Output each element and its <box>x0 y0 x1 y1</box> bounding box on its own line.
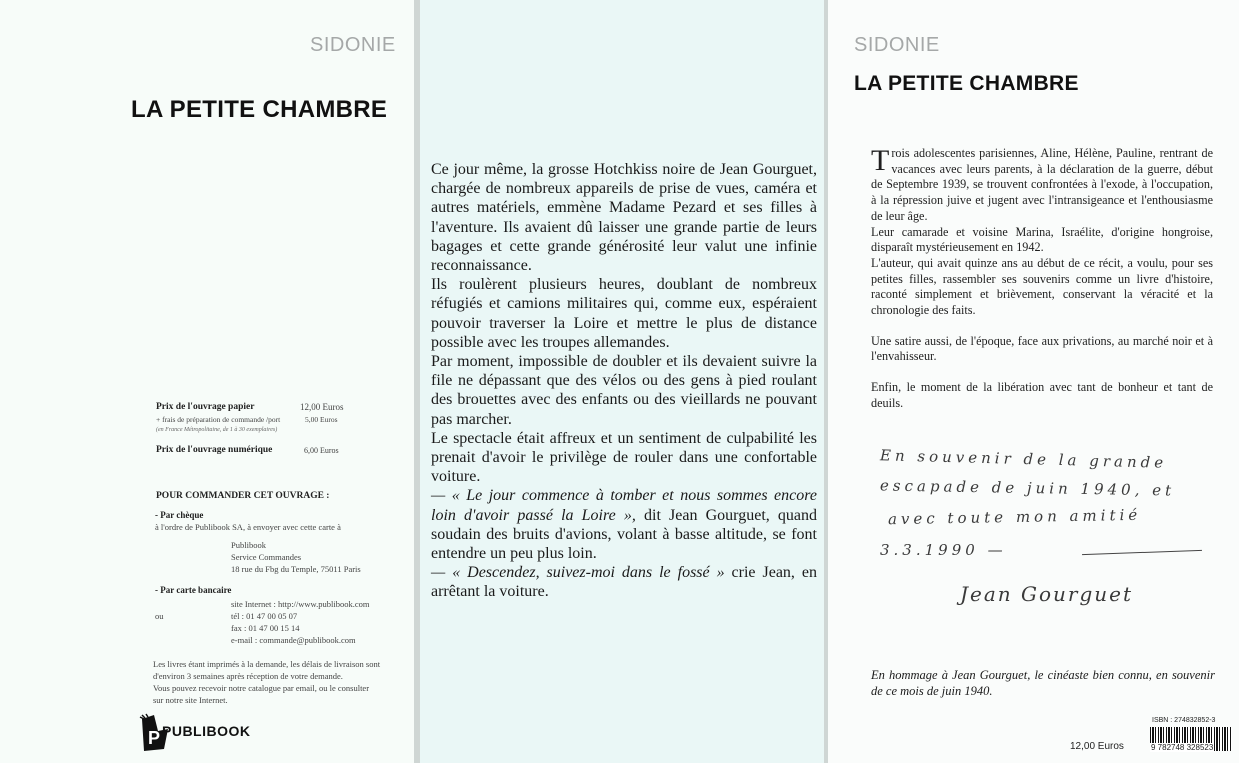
phone: tél : 01 47 00 05 07 <box>231 611 298 621</box>
dropcap: T <box>871 144 890 177</box>
story-quote-2 <box>431 563 817 601</box>
cheque-label: - Par chèque <box>155 510 204 520</box>
site-url: site Internet : http://www.publibook.com <box>231 599 370 609</box>
quote-1-rest: dit Jean Gourguet, quand soudain des bruits d'avions, volant à basse altitude, se font entendre un peu plus loin. <box>431 506 817 563</box>
right-author: SIDONIE <box>854 34 940 56</box>
synopsis-paragraph-5: Enfin, le moment de la libération avec tant de bonheur et tant de deuils. <box>871 380 1213 410</box>
hommage-text: En hommage à Jean Gourguet, le cinéaste bien connu, en souvenir de ce mois de juin 1940. <box>871 668 1215 698</box>
address-line-1: Publibook <box>231 540 266 550</box>
order-heading: POUR COMMANDER CET OUVRAGE : <box>156 491 330 501</box>
story-paragraph: Le spectacle était affreux et un sentiment de culpabilité les prenait d'avoir le privilège de rouler dans une confortable voiture. <box>431 429 817 486</box>
email: e-mail : commande@publibook.com <box>231 635 356 645</box>
quote-2-italic: — « Descendez, suivez-moi dans le fossé » <box>431 564 725 582</box>
dedication-line-2: escapade de juin 1940, et <box>879 476 1176 500</box>
publibook-logo-text: PUBLIBOOK <box>162 723 251 739</box>
barcode-number: 9 782748 328523 <box>1151 743 1214 752</box>
shipping-note: (en France Métropolitaine, de 1 à 30 exemplaires) <box>156 427 278 433</box>
address-line-2: Service Commandes <box>231 552 302 562</box>
delivery-note-3: Vous pouvez recevoir notre catalogue par email, ou le consulter <box>153 683 370 693</box>
isbn-text: ISBN : 274832852-3 <box>1152 717 1216 724</box>
svg-text:P: P <box>148 728 161 748</box>
cover-price: 12,00 Euros <box>1070 741 1124 752</box>
address-line-3: 18 rue du Fbg du Temple, 75011 Paris <box>231 564 361 574</box>
fax: fax : 01 47 00 15 14 <box>231 623 300 633</box>
dedication-date: 3.3.1990 — <box>880 541 1007 559</box>
dedication-line-1: En souvenir de la grande <box>879 446 1168 472</box>
shipping-value: 5,00 Euros <box>305 415 338 424</box>
price-paper-label: Prix de l'ouvrage papier <box>156 402 255 412</box>
shipping-label: + frais de préparation de commande /port <box>156 415 281 424</box>
card-label: - Par carte bancaire <box>155 585 232 595</box>
cheque-text: à l'ordre de Publibook SA, à envoyer avec cette carte à <box>155 522 341 532</box>
story-paragraph: Ils roulèrent plusieurs heures, doublant de nombreux réfugiés et camions militaires qui, comme eux, espéraient pouvoir traverser la Loire et mettre le plus de distance possible avec les troupes allemandes. <box>431 276 817 351</box>
synopsis-paragraph-1 <box>871 146 1213 225</box>
delivery-note-4: sur notre site Internet. <box>153 695 228 705</box>
story-paragraph: Ce jour même, la grosse Hotchkiss noire de Jean Gourguet, chargée de nombreux appareils de prise de vues, caméra et autres matériels, emmène Madame Pezard et ses filles à l'aventure. Ils avaient dû laisser une grande partie de leurs bagages et cette grande générosité leur valut une infinie reconnaissance. <box>431 161 817 275</box>
synopsis-text-1: rois adolescentes parisiennes, Aline, Hélène, Pauline, rentrant de vacances avec leurs parents, à la déclaration de la guerre, début de Septembre 1939, se trouvent confrontées à l'exode, à l'occupation, à la répression juive et jugent avec l'intransigeance et l'enthousiasme de leur âge. <box>871 146 1213 223</box>
dedication-line-3: avec toute mon amitié <box>887 505 1142 529</box>
quote-1-italic: — « Le jour commence à tomber et nous sommes encore loin d'avoir passé la Loire », <box>431 487 817 524</box>
left-title: LA PETITE CHAMBRE <box>131 96 388 123</box>
story-text <box>431 160 817 602</box>
or-text: ou <box>155 611 164 621</box>
left-author: SIDONIE <box>310 34 396 56</box>
synopsis-paragraph-2: Leur camarade et voisine Marina, Israélite, d'origine hongroise, disparaît mystérieusement en 1942. <box>871 224 1213 255</box>
publibook-logo <box>138 713 258 753</box>
quote-2-rest: crie Jean, en arrêtant la voiture. <box>431 564 817 601</box>
price-digital-value: 6,00 Euros <box>304 446 339 455</box>
signature: Jean Gourguet <box>960 582 1134 606</box>
price-paper-value: 12,00 Euros <box>300 402 344 412</box>
delivery-note-1: Les livres étant imprimés à la demande, les délais de livraison sont <box>153 659 381 669</box>
synopsis <box>871 146 1213 412</box>
price-digital-label: Prix de l'ouvrage numérique <box>156 445 273 455</box>
synopsis-paragraph-3: L'auteur, qui avait quinze ans au début de ce récit, a voulu, pour ses petites filles, rassembler ses souvenirs comme un livre d'histoire, raconté simplement et brièvement, conservant la véracité et la chronologie des faits. <box>871 255 1213 318</box>
synopsis-paragraph-4: Une satire aussi, de l'époque, face aux privations, au marché noir et à l'envahisseur. <box>871 333 1213 364</box>
story-paragraph: Par moment, impossible de doubler et ils devaient suivre la file ne dépassant que des vélos ou des gens à pied roulant des brouettes avec des enfants ou des vieillards ne pouvant pas marcher. <box>431 353 817 428</box>
right-title: LA PETITE CHAMBRE <box>854 72 1079 95</box>
delivery-note-2: d'environ 3 semaines après réception de votre demande. <box>153 671 343 681</box>
story-quote-1 <box>431 486 817 563</box>
